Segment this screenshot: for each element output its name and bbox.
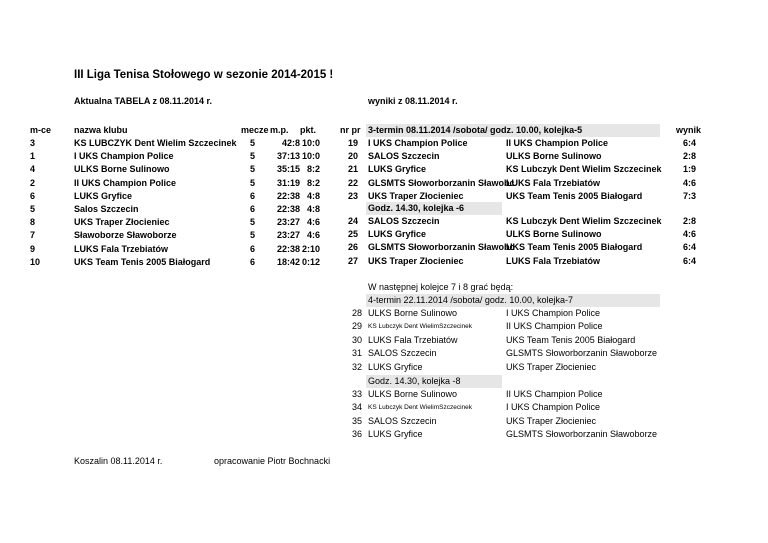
fixture-away: II UKS Champion Police xyxy=(506,389,603,399)
result-home: SALOS Szczecin xyxy=(368,151,440,162)
header-mp: m.p. xyxy=(270,125,289,135)
results-subheader: Godz. 14.30, kolejka -6 xyxy=(368,203,465,213)
standing-club: Sławoborze Sławoborze xyxy=(74,230,177,241)
fixture-nr: 32 xyxy=(351,361,362,372)
result-nr: 23 xyxy=(347,190,358,201)
standing-mp: 42:8 xyxy=(281,138,300,148)
result-row xyxy=(336,190,698,203)
standing-matches: 5 xyxy=(250,138,256,148)
result-score: 4:6 xyxy=(682,229,696,240)
standing-club: LUKS Gryfice xyxy=(74,190,133,201)
standing-mp: 37:13 xyxy=(276,151,300,162)
standing-club: Salos Szczecin xyxy=(74,204,139,214)
fixture-row xyxy=(336,401,666,414)
result-row xyxy=(336,137,698,150)
result-row xyxy=(336,150,698,163)
result-nr: 20 xyxy=(347,151,358,162)
fixture-nr: 35 xyxy=(351,415,362,426)
fixture-away: I UKS Champion Police xyxy=(506,308,601,318)
result-home: I UKS Champion Police xyxy=(368,138,468,148)
standing-pos: 6 xyxy=(30,190,36,201)
result-row xyxy=(336,228,698,241)
standing-mp: 22:38 xyxy=(276,190,300,201)
standing-matches: 6 xyxy=(250,256,256,267)
result-nr: 26 xyxy=(347,242,358,253)
standing-mp: 22:38 xyxy=(276,204,300,214)
table-row xyxy=(30,203,330,216)
fixture-home: KS Lubczyk Dent WielimSzczecinek xyxy=(368,404,473,412)
table-row xyxy=(30,150,330,163)
fixture-row xyxy=(336,361,666,374)
fixture-home: KS Lubczyk Dent WielimSzczecinek xyxy=(368,323,473,331)
standing-pts: 2:10 xyxy=(301,243,320,254)
result-away: ULKS Borne Sulinowo xyxy=(506,229,602,240)
standing-pos: 8 xyxy=(30,217,36,228)
fixture-row xyxy=(336,334,666,347)
standing-mp: 31:19 xyxy=(276,177,300,188)
fixture-row xyxy=(336,428,666,441)
standing-matches: 6 xyxy=(250,243,256,254)
fixture-nr: 30 xyxy=(351,334,362,345)
result-score: 2:8 xyxy=(682,216,696,226)
result-nr: 19 xyxy=(347,138,358,148)
footer-author: opracowanie Piotr Bochnacki xyxy=(214,456,331,466)
result-nr: 21 xyxy=(347,164,358,175)
fixture-nr: 28 xyxy=(351,308,362,318)
standing-matches: 5 xyxy=(250,151,256,162)
fixture-home: LUKS Gryfice xyxy=(368,361,423,372)
next-intro: W następnej kolejce 7 i 8 grać będą: xyxy=(368,282,514,292)
result-nr: 25 xyxy=(347,229,358,240)
result-home: GLSMTS Słoworborzanin Sławobc xyxy=(368,242,515,253)
header-club: nazwa klubu xyxy=(74,125,128,135)
header-matches: mecze xyxy=(241,125,269,135)
standing-club: II UKS Champion Police xyxy=(74,177,177,188)
footer-place-date: Koszalin 08.11.2014 r. xyxy=(74,456,163,466)
result-row xyxy=(336,215,698,228)
fixture-row xyxy=(336,320,666,333)
table-row xyxy=(30,229,330,242)
result-score: 7:3 xyxy=(682,190,696,201)
standing-pts: 8:2 xyxy=(306,164,320,175)
result-row xyxy=(336,241,698,254)
result-score: 4:6 xyxy=(682,177,696,188)
standing-pts: 4:8 xyxy=(306,190,320,201)
fixture-home: LUKS Gryfice xyxy=(368,429,423,440)
standing-mp: 18:42 xyxy=(276,256,300,267)
standing-matches: 5 xyxy=(250,217,256,228)
result-away: KS Lubczyk Dent Wielim Szczecinek xyxy=(506,216,662,226)
fixture-nr: 31 xyxy=(351,348,362,359)
standing-matches: 5 xyxy=(250,230,256,241)
standings-header xyxy=(30,124,330,137)
fixture-away: II UKS Champion Police xyxy=(506,321,603,332)
standing-club: ULKS Borne Sulinowo xyxy=(74,164,170,175)
fixture-away: GLSMTS Słoworborzanin Sławoborze xyxy=(506,429,658,440)
result-row xyxy=(336,255,698,268)
fixture-home: SALOS Szczecin xyxy=(368,415,437,426)
result-home: LUKS Gryfice xyxy=(368,229,427,240)
result-row xyxy=(336,177,698,190)
result-score: 2:8 xyxy=(682,151,696,162)
result-score: 6:4 xyxy=(682,242,696,253)
fixture-row xyxy=(336,347,666,360)
header-pos: m-ce xyxy=(30,125,52,135)
result-away: KS Lubczyk Dent Wielim Szczecinek xyxy=(506,164,662,175)
table-row xyxy=(30,137,330,150)
fixture-nr: 33 xyxy=(351,389,362,399)
fixture-row xyxy=(336,388,666,401)
standing-pts: 8:2 xyxy=(306,177,320,188)
standing-matches: 6 xyxy=(250,204,256,214)
result-nr: 24 xyxy=(347,216,358,226)
fixture-home: ULKS Borne Sulinowo xyxy=(368,308,458,318)
fixture-away: UKS Traper Złocieniec xyxy=(506,361,597,372)
table-row xyxy=(30,243,330,256)
standing-pts: 10:0 xyxy=(301,138,320,148)
fixture-away: I UKS Champion Police xyxy=(506,402,601,413)
table-row xyxy=(30,190,330,203)
fixture-nr: 29 xyxy=(351,321,362,332)
result-away: ULKS Borne Sulinowo xyxy=(506,151,602,162)
standing-club: UKS Team Tenis 2005 Białogard xyxy=(74,256,211,267)
standing-pts: 4:6 xyxy=(306,217,320,228)
standing-mp: 22:38 xyxy=(276,243,300,254)
result-home: LUKS Gryfice xyxy=(368,164,427,175)
results-header-round: 3-termin 08.11.2014 /sobota/ godz. 10.00, kolejka-5 xyxy=(368,125,583,135)
result-home: UKS Traper Złocieniec xyxy=(368,190,464,201)
standing-pos: 1 xyxy=(30,151,36,162)
result-row xyxy=(336,163,698,176)
results-label: wyniki z 08.11.2014 r. xyxy=(368,96,458,106)
fixture-home: ULKS Borne Sulinowo xyxy=(368,389,458,399)
result-away: LUKS Fala Trzebiatów xyxy=(506,255,601,266)
result-score: 6:4 xyxy=(682,138,696,148)
result-away: UKS Team Tenis 2005 Białogard xyxy=(506,242,643,253)
standing-pts: 4:6 xyxy=(306,230,320,241)
fixture-away: UKS Traper Złocieniec xyxy=(506,415,597,426)
fixture-row xyxy=(336,307,666,320)
result-score: 1:9 xyxy=(682,164,696,175)
result-nr: 27 xyxy=(347,255,358,266)
standing-pos: 7 xyxy=(30,230,36,241)
standing-pos: 2 xyxy=(30,177,36,188)
standing-club: I UKS Champion Police xyxy=(74,151,174,162)
standing-matches: 5 xyxy=(250,164,256,175)
standing-pos: 9 xyxy=(30,243,36,254)
standing-pos: 4 xyxy=(30,164,36,175)
standing-mp: 23:27 xyxy=(276,230,300,241)
fixture-nr: 34 xyxy=(351,402,362,413)
result-home: GLSMTS Słoworborzanin Sławobc xyxy=(368,177,515,188)
table-row xyxy=(30,177,330,190)
standing-pos: 3 xyxy=(30,138,36,148)
header-pts: pkt. xyxy=(300,125,317,135)
fixture-row xyxy=(336,415,666,428)
standing-matches: 6 xyxy=(250,190,256,201)
fixture-away: GLSMTS Słoworborzanin Sławoborze xyxy=(506,348,658,359)
standing-mp: 35:15 xyxy=(276,164,300,175)
standing-pts: 4:8 xyxy=(306,204,320,214)
standing-pos: 10 xyxy=(30,256,41,267)
page-title: III Liga Tenisa Stołowego w sezonie 2014-2015 ! xyxy=(74,69,334,81)
standing-pts: 0:12 xyxy=(301,256,320,267)
result-away: LUKS Fala Trzebiatów xyxy=(506,177,601,188)
standing-club: LUKS Fala Trzebiatów xyxy=(74,243,169,254)
fixture-away: UKS Team Tenis 2005 Białogard xyxy=(506,334,636,345)
standing-club: KS LUBCZYK Dent Wielim Szczecinek xyxy=(74,138,237,148)
fixture-nr: 36 xyxy=(351,429,362,440)
fixture-home: LUKS Fala Trzebiatów xyxy=(368,334,458,345)
standing-mp: 23:27 xyxy=(276,217,300,228)
next-subheader: Godz. 14.30, kolejka -8 xyxy=(368,376,461,386)
fixture-home: SALOS Szczecin xyxy=(368,348,437,359)
result-away: UKS Team Tenis 2005 Białogard xyxy=(506,190,643,201)
next-header: 4-termin 22.11.2014 /sobota/ godz. 10.00, kolejka-7 xyxy=(368,295,573,305)
results-header-nr: nr pr xyxy=(340,125,361,135)
standing-club: UKS Traper Złocieniec xyxy=(74,217,170,228)
standing-pos: 5 xyxy=(30,204,36,214)
result-nr: 22 xyxy=(347,177,358,188)
result-home: UKS Traper Złocieniec xyxy=(368,255,464,266)
results-header-result: wynik xyxy=(676,125,702,135)
standing-pts: 10:0 xyxy=(301,151,320,162)
table-label: Aktualna TABELA z 08.11.2014 r. xyxy=(74,96,213,106)
result-score: 6:4 xyxy=(682,255,696,266)
table-row xyxy=(30,163,330,176)
result-home: SALOS Szczecin xyxy=(368,216,440,226)
standing-matches: 5 xyxy=(250,177,256,188)
result-away: II UKS Champion Police xyxy=(506,138,609,148)
table-row xyxy=(30,216,330,229)
table-row xyxy=(30,256,330,269)
